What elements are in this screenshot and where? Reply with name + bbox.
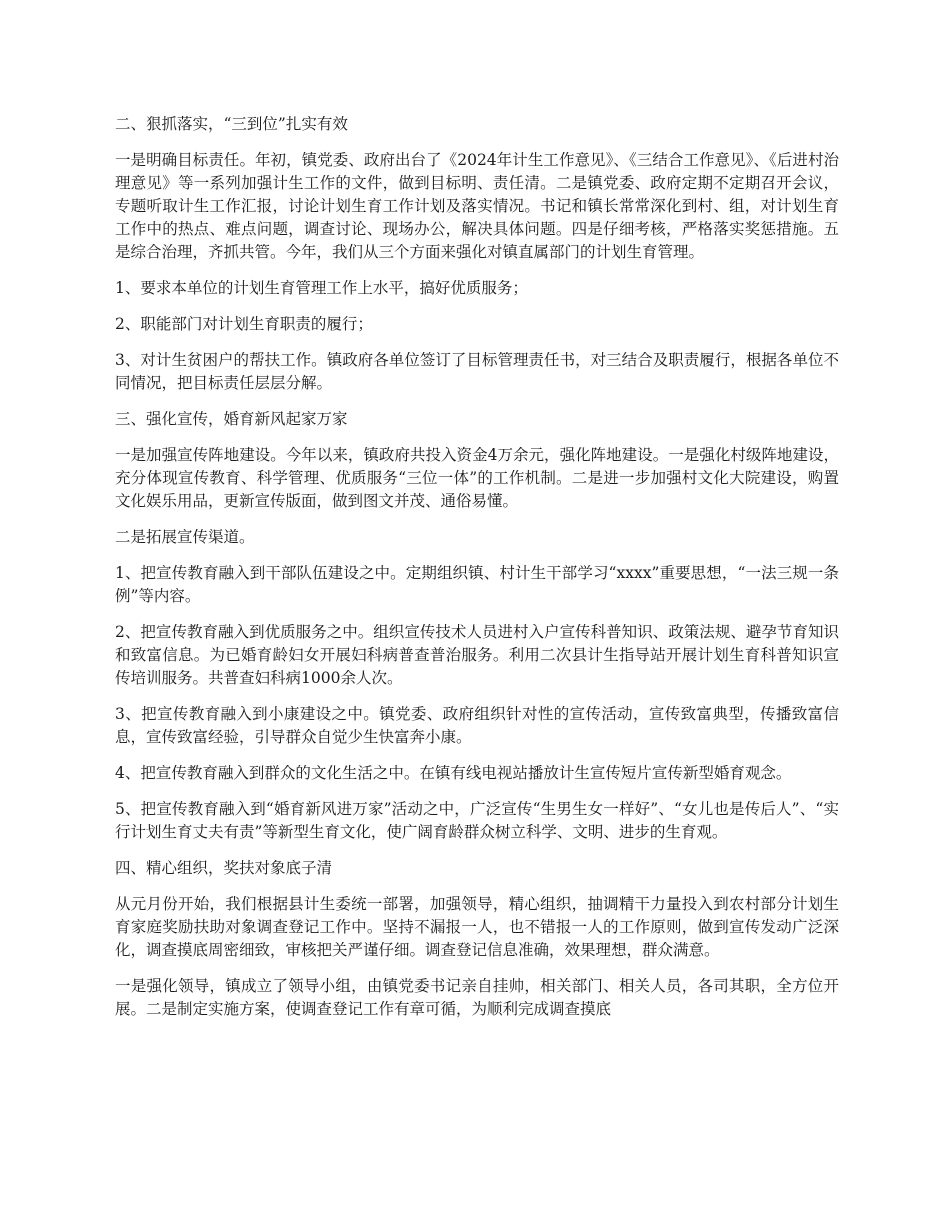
list-item: 1、把宣传教育融入到干部队伍建设之中。定期组织镇、村计生干部学习“xxxx”重要思想，“一法三规一条例”等内容。: [115, 564, 839, 605]
list-item: 1、要求本单位的计划生育管理工作上水平，搞好优质服务；: [115, 279, 528, 297]
paragraph: 从元月份开始，我们根据县计生委统一部署，加强领导，精心组织，抽调精干力量投入到农村部分计划生育家庭奖励扶助对象调查登记工作中。坚持不漏报一人，也不错报一人的工作原则，做到宣传发动广泛深化，调查摸底周密细致，审核把关严谨仔细。调查登记信息准确，效果理想，群众满意。: [115, 895, 839, 959]
paragraph: 一是明确目标责任。年初，镇党委、政府出台了《2024年计生工作意见》、《三结合工作意见》、《后进村治理意见》等一系列加强计生工作的文件，做到目标明、责任清。二是镇党委、政府定期不定期召开会议，专题听取计生工作汇报，讨论计划生育工作计划及落实情况。书记和镇长常常深化到村、组，对计划生育工作中的热点、难点问题，调查讨论、现场办公，解决具体问题。四是仔细考核，严格落实奖惩措施。五是综合治理，齐抓共管。今年，我们从三个方面来强化对镇直属部门的计划生育管理。: [115, 151, 839, 261]
list-item: 5、把宣传教育融入到“婚育新风进万家”活动之中，广泛宣传“生男生女一样好”、“女儿也是传后人”、“实行计划生育丈夫有责”等新型生育文化，使广阔育龄群众树立科学、文明、进步的生育观。: [115, 800, 839, 841]
list-item: 3、对计生贫困户的帮扶工作。镇政府各单位签订了目标管理责任书，对三结合及职责履行，根据各单位不同情况，把目标责任层层分解。: [115, 351, 839, 392]
paragraph: 一是强化领导，镇成立了领导小组，由镇党委书记亲自挂帅，相关部门、相关人员，各司其职，全方位开展。二是制定实施方案，使调查登记工作有章可循，为顺利完成调查摸底: [115, 977, 839, 1018]
section-heading-3: 三、强化宣传，婚育新风起家万家: [115, 410, 348, 428]
paragraph: 二是拓展宣传渠道。: [115, 528, 255, 546]
list-item: 4、把宣传教育融入到群众的文化生活之中。在镇有线电视站播放计生宣传短片宣传新型婚育观念。: [115, 764, 792, 782]
paragraph: 一是加强宣传阵地建设。今年以来，镇政府共投入资金4万余元，强化阵地建设。一是强化村级阵地建设，充分体现宣传教育、科学管理、优质服务“三位一体”的工作机制。二是进一步加强村文化大院建设，购置文化娱乐用品，更新宣传版面，做到图文并茂、通俗易懂。: [115, 446, 839, 510]
list-item: 2、把宣传教育融入到优质服务之中。组织宣传技术人员进村入户宣传科普知识、政策法规、避孕节育知识和致富信息。为已婚育龄妇女开展妇科病普查普治服务。利用二次县计生指导站开展计划生育科普知识宣传培训服务。共普查妇科病1000余人次。: [115, 623, 839, 687]
section-heading-4: 四、精心组织，奖扶对象底子清: [115, 859, 333, 877]
document-page: [115, 113, 839, 1034]
list-item: 3、把宣传教育融入到小康建设之中。镇党委、政府组织针对性的宣传活动，宣传致富典型，传播致富信息，宣传致富经验，引导群众自觉少生快富奔小康。: [115, 705, 839, 746]
list-item: 2、职能部门对计划生育职责的履行；: [115, 315, 373, 333]
section-heading-2: 二、狠抓落实，“三到位”扎实有效: [115, 115, 348, 133]
